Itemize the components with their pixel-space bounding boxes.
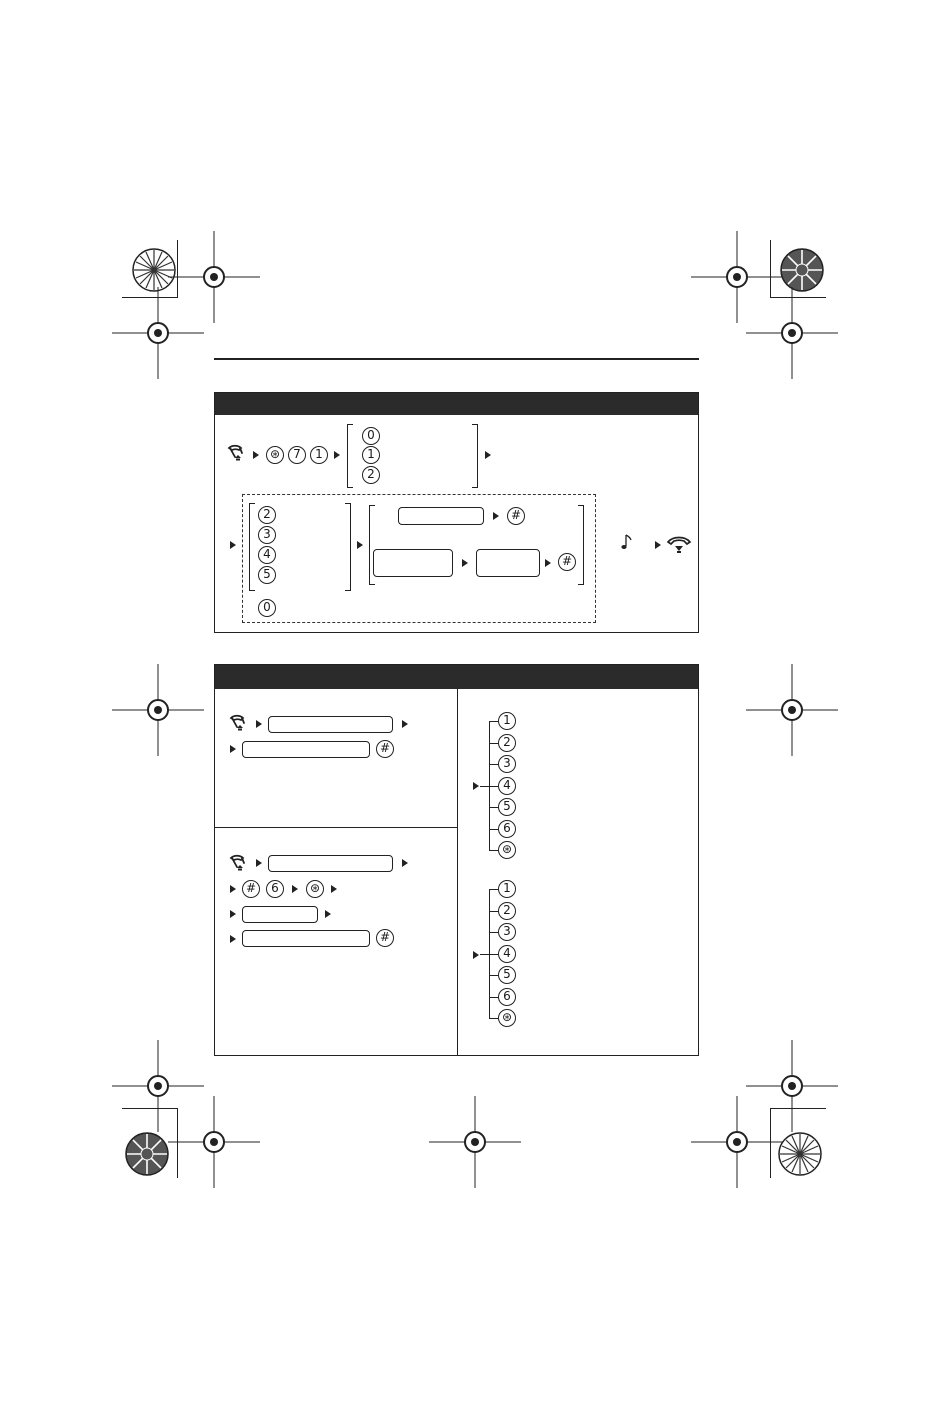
key-hash[interactable]: # (558, 553, 576, 571)
step-arrow (655, 541, 661, 549)
step-arrow (253, 451, 259, 459)
step-arrow (230, 745, 236, 753)
list-connector (489, 932, 498, 933)
list-option-key[interactable]: 1 (498, 712, 516, 730)
options-bracket-left (347, 424, 353, 488)
crosshair-icon (746, 664, 838, 756)
step-arrow (256, 859, 262, 867)
list-option-key[interactable]: 5 (498, 966, 516, 984)
handset-onhook-icon (666, 534, 692, 556)
step-arrow (331, 885, 337, 893)
type-bracket-left (249, 503, 255, 591)
options-bracket-right (472, 424, 478, 488)
key-7[interactable]: 7 (288, 446, 306, 464)
step-arrow (402, 859, 408, 867)
list-connector (489, 975, 498, 976)
mode-option-1[interactable]: 1 (362, 446, 380, 464)
list-connector (489, 743, 498, 744)
list-option-key[interactable]: 5 (498, 798, 516, 816)
crosshair-icon (112, 287, 204, 379)
crosshair-icon (168, 231, 260, 323)
step-arrow (256, 720, 262, 728)
music-note-icon (621, 533, 633, 551)
step-arrow (485, 451, 491, 459)
step-arrow (357, 541, 363, 549)
entry-field-b[interactable] (476, 549, 540, 577)
entry-field-a[interactable] (373, 549, 453, 577)
list-option-key[interactable]: 6 (498, 988, 516, 1006)
handset-offhook-icon (228, 714, 252, 734)
key-hash[interactable]: # (376, 740, 394, 758)
type-bracket-right (345, 503, 351, 591)
step-arrow (493, 512, 499, 520)
panel-title-bar (215, 665, 698, 689)
crosshair-icon (429, 1096, 521, 1188)
step-arrow (230, 885, 236, 893)
step-arrow (334, 451, 340, 459)
handset-offhook-icon (228, 854, 252, 874)
list-connector (489, 911, 498, 912)
key-6[interactable]: 6 (266, 880, 284, 898)
panel-divider-horizontal (214, 827, 457, 828)
list-option-key[interactable]: ⊛ (498, 1009, 516, 1027)
crosshair-icon (112, 1040, 204, 1132)
list-option-key[interactable]: 4 (498, 777, 516, 795)
list-option-key[interactable]: 3 (498, 923, 516, 941)
key-hash[interactable]: # (507, 507, 525, 525)
crosshair-icon (112, 664, 204, 756)
list-connector (489, 1018, 498, 1019)
list-option-key[interactable]: 3 (498, 755, 516, 773)
number-entry-field[interactable] (398, 507, 484, 525)
number-entry-field[interactable] (242, 741, 370, 758)
list-option-key[interactable]: 6 (498, 820, 516, 838)
list-connector (489, 829, 498, 830)
key-star[interactable]: ⊛ (266, 446, 284, 464)
list-connector (489, 786, 498, 787)
list-option-key[interactable]: 2 (498, 734, 516, 752)
step-arrow (462, 559, 468, 567)
list-connector (489, 997, 498, 998)
list-connector (489, 721, 498, 722)
crosshair-icon (746, 287, 838, 379)
type-option-2[interactable]: 2 (258, 506, 276, 524)
panel-title-bar (215, 393, 698, 415)
list-option-key[interactable]: 1 (498, 880, 516, 898)
key-star[interactable]: ⊛ (306, 880, 324, 898)
step-arrow (230, 910, 236, 918)
mode-option-2[interactable]: 2 (362, 466, 380, 484)
entry-bracket-right (578, 505, 584, 585)
key-1[interactable]: 1 (310, 446, 328, 464)
step-arrow (545, 559, 551, 567)
code-entry-field[interactable] (268, 855, 393, 872)
list-option-key[interactable]: 2 (498, 902, 516, 920)
crosshair-icon (168, 1096, 260, 1188)
type-option-0[interactable]: 0 (258, 599, 276, 617)
step-arrow (230, 541, 236, 549)
step-arrow (473, 782, 479, 790)
list-connector (489, 850, 498, 851)
list-connector (489, 764, 498, 765)
list-option-key[interactable]: ⊛ (498, 841, 516, 859)
crosshair-icon (746, 1040, 838, 1132)
list-connector (489, 807, 498, 808)
handset-offhook-icon (226, 444, 250, 464)
type-option-3[interactable]: 3 (258, 526, 276, 544)
panel-divider-vertical (457, 688, 458, 1055)
step-arrow (473, 951, 479, 959)
step-arrow (402, 720, 408, 728)
number-entry-field[interactable] (242, 930, 370, 947)
step-arrow (325, 910, 331, 918)
extension-entry-field[interactable] (242, 906, 318, 923)
code-entry-field[interactable] (268, 716, 393, 733)
crosshair-icon (691, 231, 783, 323)
mode-option-0[interactable]: 0 (362, 427, 380, 445)
list-connector (489, 889, 498, 890)
type-option-5[interactable]: 5 (258, 566, 276, 584)
key-hash[interactable]: # (376, 929, 394, 947)
type-option-4[interactable]: 4 (258, 546, 276, 564)
list-connector (489, 954, 498, 955)
list-option-key[interactable]: 4 (498, 945, 516, 963)
header-rule (214, 358, 699, 360)
step-arrow (230, 935, 236, 943)
step-arrow (292, 885, 298, 893)
crosshair-icon (691, 1096, 783, 1188)
key-hash[interactable]: # (242, 880, 260, 898)
